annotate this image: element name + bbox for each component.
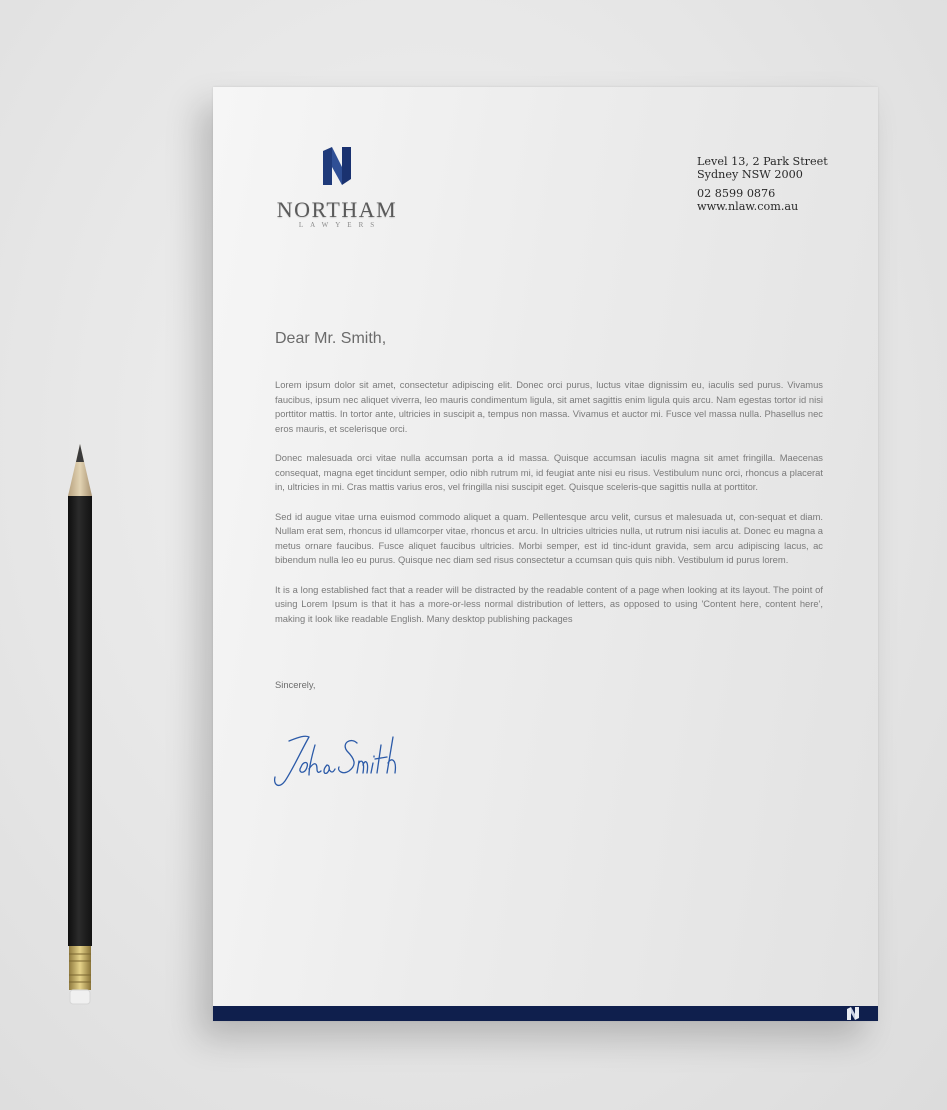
footer-bar [213, 1006, 878, 1021]
phone-number: 02 8599 0876 [697, 187, 776, 200]
contact-block [697, 155, 828, 213]
company-logo [271, 145, 403, 229]
letter-body [275, 378, 823, 641]
closing: Sincerely, [275, 679, 316, 690]
n-logo-icon [320, 145, 354, 187]
pencil-icon [63, 438, 103, 1010]
address-line-1: Level 13, 2 Park Street [697, 155, 828, 168]
body-paragraph: It is a long established fact that a reader will be distracted by the readable content of a page when looking at its layout. The point of using Lorem Ipsum is that it has a more-or-less normal distribution of letters, as opposed to using 'Content here, content here', making it look like readable English. Many desktop publishing packages [275, 583, 823, 624]
salutation: Dear Mr. Smith, [275, 330, 387, 347]
letter-sheet [213, 87, 878, 1021]
logo-company-name: NORTHAM [276, 197, 398, 222]
body-paragraph: Sed id augue vitae urna euismod commodo aliquet a quam. Pellentesque arcu velit, cursus et malesuada ut, con-sequat et diam. Nullam erat sem, rhoncus id ullamcorper vitae, rhoncus et arcu. In ultricies ultricies nulla, ut rutrum nisi iaculis at. Donec eu magna a metus ornare faucibus. Fusce aliquet faucibus ultricies. Morbi semper, est id tinc-idunt gravida, sem arcu adipiscing lacus, ac bibendum nulla leo eu purus. Quisque nec diam sed risus consectetur a ccumsan quis quis nibh. Vestibulum id purus lorem. [275, 510, 823, 565]
logo-company-subtitle: LAWYERS [298, 221, 382, 229]
body-paragraph: Donec malesuada orci vitae nulla accumsan porta a id massa. Quisque accumsan iaculis magna sit amet fringilla. Maecenas consequat, magna eget tincidunt semper, odio nibh rutrum mi, id feugiat ante nisi eu risus. Vestibulum nunc orci, rhoncus a placerat in, ultricies in mi. Cras mattis varius eros, vel fringilla nisi suscipit eget. Quisque sceleris-que sagittis nulla at porttitor. [275, 452, 823, 492]
footer-logo-icon [846, 1007, 860, 1020]
website: www.nlaw.com.au [697, 200, 799, 213]
address-line-2: Sydney NSW 2000 [697, 168, 803, 181]
body-paragraph: Lorem ipsum dolor sit amet, consectetur adipiscing elit. Donec orci purus, luctus vitae dignissim eu, iaculis sed purus. Vivamus faucibus, ipsum nec aliquet viverra, leo mauris condimentum ligula, sit amet sagittis enim ligula quis arcu. Nam egestas tortor id nisi porttitor mattis. In tortor ante, ultricies in suscipit a, tempus non massa. Vivamus et auctor mi. Fusce vel massa nulla. Phasellus nec eros mauris, et scelerisque orci. [275, 379, 823, 434]
signature-image [271, 729, 401, 791]
